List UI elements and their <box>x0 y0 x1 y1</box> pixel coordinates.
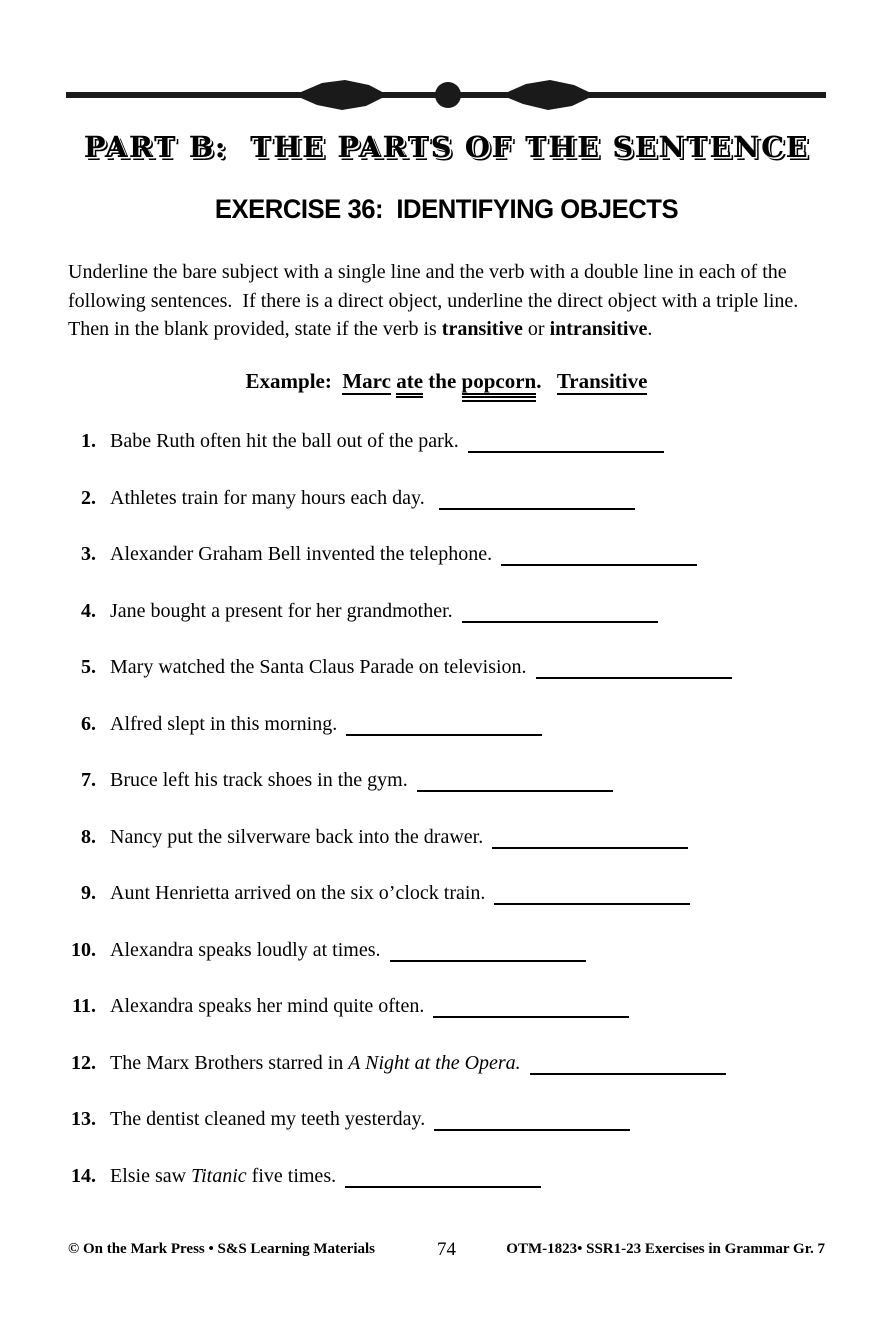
sentence-number: 8. <box>81 825 96 848</box>
text-segment: Titanic <box>191 1164 247 1187</box>
text-segment <box>521 1052 526 1074</box>
text-segment: Then in the blank provided, state if the verb is <box>68 318 442 340</box>
example-sentence <box>342 369 647 395</box>
instruction-line <box>68 258 840 287</box>
sentence-number: 14. <box>71 1164 96 1187</box>
text-segment: Aunt Henrietta arrived on the six o’clock train. <box>110 882 491 904</box>
text-segment: five times. <box>246 1164 342 1187</box>
sentence-text <box>110 824 688 850</box>
text-segment: The Marx Brothers starred in <box>110 1051 349 1074</box>
text-segment: Athletes train for many hours each day. <box>110 486 435 509</box>
underlined-word: popcorn <box>461 369 537 393</box>
instruction-line <box>68 287 840 316</box>
sentence-number: 7. <box>81 769 96 791</box>
underlined-word: Marc <box>342 369 391 393</box>
sentence-text <box>110 937 586 963</box>
text-segment: The dentist cleaned my teeth yesterday. <box>110 1108 431 1130</box>
sentence-text <box>110 654 732 680</box>
text-segment: Bruce left his track shoes in the gym. <box>110 769 413 791</box>
sentence-row <box>68 1050 858 1076</box>
sentence-row <box>68 880 858 906</box>
part-title: PART B: THE PARTS OF THE SENTENCE <box>83 130 810 164</box>
text-segment: Underline the bare subject with a single line and the verb with a double line in each of the <box>68 261 787 283</box>
sentence-row <box>68 824 858 850</box>
answer-blank <box>462 603 658 623</box>
sentence-number: 4. <box>81 599 96 622</box>
sentence-text <box>110 1163 541 1189</box>
sentence-text <box>110 767 613 793</box>
text-segment: . <box>647 318 653 340</box>
sentence-number: 9. <box>81 882 96 904</box>
sentence-row <box>68 767 858 793</box>
sentence-row <box>68 541 858 567</box>
answer-blank <box>346 716 542 736</box>
answer-blank <box>390 942 586 962</box>
sentence-row <box>68 1163 858 1189</box>
sentence-number: 2. <box>81 486 96 509</box>
sentence-text <box>110 598 658 624</box>
text-segment: Babe Ruth often hit the ball out of the park. <box>110 430 464 452</box>
underlined-word: Transitive <box>556 369 648 393</box>
text-segment: following sentences. If there is a direct object, underline the direct object with a triple line. <box>68 289 799 312</box>
text-segment: Alexandra speaks loudly at times. <box>110 938 386 961</box>
exercise-title: EXERCISE 36: IDENTIFYING OBJECTS <box>214 194 679 224</box>
sentence-text <box>110 541 697 567</box>
instructions <box>68 258 840 344</box>
answer-blank <box>434 1111 630 1131</box>
sentence-row <box>68 1106 858 1132</box>
sentence-text <box>110 428 664 454</box>
example-spacer <box>332 369 343 393</box>
sentence-text <box>110 711 542 737</box>
sentence-row <box>68 711 858 737</box>
text-segment: Alexandra speaks her mind quite often. <box>110 995 430 1017</box>
instruction-line <box>68 315 840 344</box>
sentence-list <box>68 428 858 1219</box>
diamond-left-icon <box>294 80 388 110</box>
sentence-row <box>68 485 858 511</box>
text-segment: intransitive <box>549 318 648 340</box>
answer-blank <box>439 490 635 510</box>
text-segment: Nancy put the silverware back into the drawer. <box>110 825 489 848</box>
example-label: Example: <box>245 369 332 393</box>
text-segment: . <box>536 369 557 393</box>
text-segment: Alfred slept in this morning. <box>110 712 343 735</box>
sentence-text <box>110 485 635 511</box>
text-segment: Alexander Graham Bell invented the telephone. <box>110 543 498 565</box>
underlined-word: ate <box>396 369 424 393</box>
text-segment: Jane bought a present for her grandmother. <box>110 599 458 622</box>
sentence-number: 10. <box>71 938 96 961</box>
sentence-row <box>68 654 858 680</box>
answer-blank <box>468 433 664 453</box>
sentence-number: 13. <box>71 1108 96 1130</box>
sentence-number: 11. <box>72 995 96 1017</box>
sentence-text <box>110 1050 726 1076</box>
answer-blank <box>501 546 697 566</box>
sentence-number: 12. <box>71 1051 96 1074</box>
divider-ornament <box>66 78 826 114</box>
text-segment: Elsie saw <box>110 1164 192 1187</box>
answer-blank <box>433 998 629 1018</box>
answer-blank <box>417 772 613 792</box>
sentence-number: 3. <box>81 543 96 565</box>
text-segment: Mary watched the Santa Claus Parade on television. <box>110 656 532 678</box>
center-dot-icon <box>435 82 461 108</box>
footer-copyright: © On the Mark Press • S&S Learning Materials <box>68 1241 375 1257</box>
sentence-text <box>110 993 629 1019</box>
answer-blank <box>492 829 688 849</box>
sentence-row <box>68 598 858 624</box>
sentence-text <box>110 1106 630 1132</box>
sentence-number: 1. <box>81 430 96 452</box>
sentence-number: 5. <box>81 656 96 678</box>
text-segment: A Night at the Opera. <box>348 1051 521 1074</box>
answer-blank <box>494 885 690 905</box>
text-segment: the <box>423 369 462 393</box>
text-segment: transitive <box>441 318 523 340</box>
text-segment: or <box>522 318 550 340</box>
answer-blank <box>345 1168 541 1188</box>
diamond-right-icon <box>501 80 595 110</box>
sentence-row <box>68 428 858 454</box>
page-number: 74 <box>437 1239 456 1260</box>
page-footer <box>68 1239 825 1261</box>
sentence-row <box>68 993 858 1019</box>
sentence-number: 6. <box>81 712 96 735</box>
answer-blank <box>530 1055 726 1075</box>
example-line <box>0 369 893 409</box>
sentence-text <box>110 880 690 906</box>
answer-blank <box>536 659 732 679</box>
footer-product-code: OTM-1823• SSR1-23 Exercises in Grammar Gr. 7 <box>506 1241 825 1257</box>
sentence-row <box>68 937 858 963</box>
